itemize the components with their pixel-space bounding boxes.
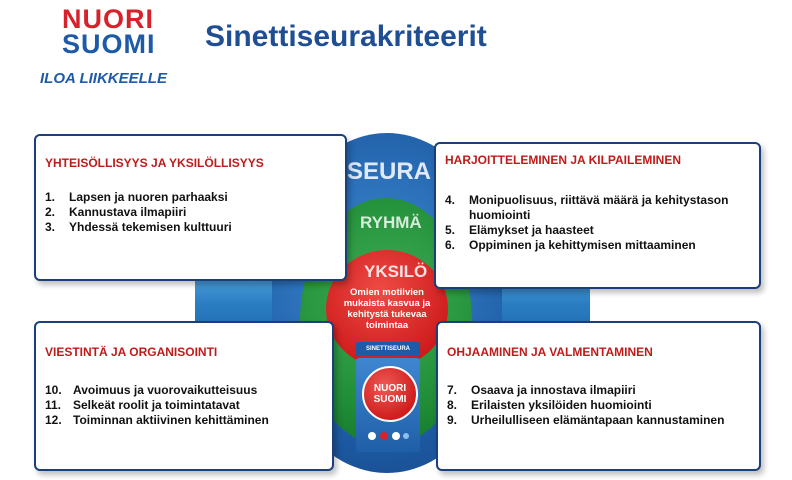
item-text: Elämykset ja haasteet bbox=[469, 223, 594, 237]
item-number: 12. bbox=[45, 413, 62, 427]
ryhma-label: RYHMÄ bbox=[360, 213, 422, 232]
item-number: 6. bbox=[445, 238, 456, 252]
list-item bbox=[45, 383, 269, 398]
criteria-list bbox=[45, 190, 232, 235]
badge-seal-line2: SUOMI bbox=[373, 394, 407, 405]
list-item bbox=[445, 193, 745, 223]
box-yhteisollisyys bbox=[34, 134, 347, 281]
item-text: Avoimuus ja vuorovaikutteisuus bbox=[73, 383, 258, 397]
item-text: Yhdessä tekemisen kulttuuri bbox=[69, 220, 232, 234]
item-number: 10. bbox=[45, 383, 62, 397]
item-number: 7. bbox=[447, 383, 458, 397]
item-text: Monipuolisuus, riittävä määrä ja kehitystason huomiointi bbox=[469, 193, 729, 222]
yksilo-label: YKSILÖ bbox=[364, 262, 428, 281]
box-title: VIESTINTÄ JA ORGANISOINTI bbox=[45, 345, 218, 359]
list-item bbox=[447, 383, 747, 398]
item-text: Erilaisten yksilöiden huomiointi bbox=[471, 398, 652, 412]
item-number: 9. bbox=[447, 413, 458, 427]
list-item bbox=[445, 223, 745, 238]
sinettiseura-badge bbox=[356, 342, 420, 454]
list-item bbox=[45, 220, 232, 235]
item-text: Osaava ja innostava ilmapiiri bbox=[471, 383, 636, 397]
item-text: Lapsen ja nuoren parhaaksi bbox=[69, 190, 228, 204]
item-number: 5. bbox=[445, 223, 456, 237]
item-number: 4. bbox=[445, 193, 456, 207]
badge-seal-line1: NUORI bbox=[373, 383, 407, 394]
criteria-list bbox=[447, 383, 747, 428]
list-item bbox=[445, 238, 745, 253]
item-number: 8. bbox=[447, 398, 458, 412]
item-number: 11. bbox=[45, 398, 62, 412]
criteria-list bbox=[45, 383, 269, 428]
badge-emblem-icon bbox=[366, 430, 410, 442]
nuori-suomi-logo bbox=[38, 6, 188, 86]
item-text: Urheilulliseen elämäntapaan kannustaminen bbox=[471, 413, 725, 427]
seura-label: SEURA bbox=[347, 158, 432, 185]
badge-card bbox=[356, 358, 420, 452]
page-title: Sinettiseurakriteerit bbox=[205, 20, 487, 53]
box-viestinta bbox=[34, 321, 334, 471]
criteria-list bbox=[445, 193, 745, 253]
list-item bbox=[45, 205, 232, 220]
box-title: OHJAAMINEN JA VALMENTAMINEN bbox=[447, 345, 653, 359]
badge-bar-text: SINETTISEURA bbox=[356, 342, 420, 356]
box-harjoitteleminen bbox=[434, 142, 761, 289]
item-text: Kannustava ilmapiiri bbox=[69, 205, 187, 219]
list-item bbox=[45, 413, 269, 428]
logo-line-nuori: NUORI bbox=[62, 4, 154, 34]
list-item bbox=[447, 413, 747, 428]
box-title: HARJOITTELEMINEN JA KILPAILEMINEN bbox=[445, 153, 682, 167]
list-item bbox=[45, 190, 232, 205]
badge-seal bbox=[362, 366, 418, 422]
list-item bbox=[447, 398, 747, 413]
item-number: 2. bbox=[45, 205, 56, 219]
yksilo-description: Omien motiivien mukaista kasvua ja kehitystä tukevaa toimintaa bbox=[343, 287, 431, 331]
item-number: 1. bbox=[45, 190, 56, 204]
box-title: YHTEISÖLLISYYS JA YKSILÖLLISYYS bbox=[45, 156, 264, 170]
box-ohjaaminen bbox=[436, 321, 761, 471]
list-item bbox=[45, 398, 269, 413]
logo-line-suomi: SUOMI bbox=[62, 29, 156, 59]
item-text: Oppiminen ja kehittymisen mittaaminen bbox=[469, 238, 696, 252]
item-text: Toiminnan aktiivinen kehittäminen bbox=[73, 413, 269, 427]
logo-slogan: ILOA LIIKKEELLE bbox=[40, 70, 167, 87]
item-number: 3. bbox=[45, 220, 56, 234]
item-text: Selkeät roolit ja toimintatavat bbox=[73, 398, 240, 412]
